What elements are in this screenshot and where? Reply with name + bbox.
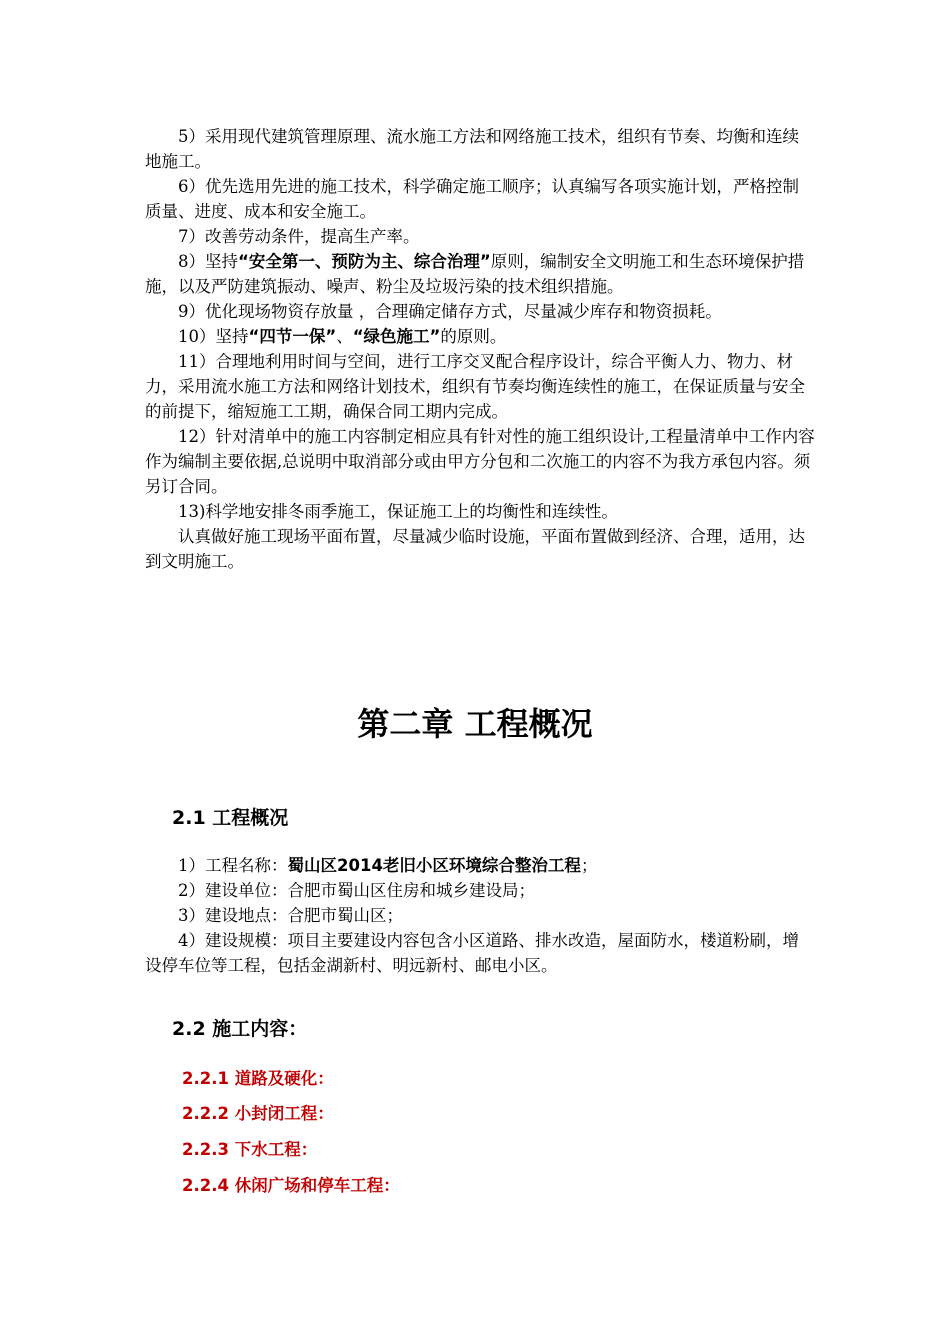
paragraph-10: 10）坚持“四节一保”、“绿色施工”的原则。 [178, 327, 507, 346]
paragraph-site-layout: 认真做好施工现场平面布置，尽量减少临时设施，平面布置做到经济、合理，适用，达到文明施工。 [145, 527, 805, 571]
paragraph-7: 7）改善劳动条件，提高生产率。 [178, 227, 420, 246]
overview-item-name: 1）工程名称：蜀山区2014老旧小区环境综合整治工程； [178, 856, 598, 875]
paragraph-13: 13)科学地安排冬雨季施工，保证施工上的均衡性和连续性。 [178, 502, 618, 521]
paragraph-8: 8）坚持“安全第一、预防为主、综合治理”原则，编制安全文明施工和生态环境保护措施，以及严防建筑振动、噪声、粉尘及垃圾污染的技术组织措施。 [145, 252, 805, 296]
subsection-drainage: 2.2.3 下水工程： [182, 1140, 318, 1159]
four-saves-one-protect: “四节一保” [248, 327, 337, 346]
section-overview-heading: 2.1 工程概况 [172, 807, 289, 829]
safety-motto: “安全第一、预防为主、综合治理” [238, 252, 491, 271]
subsection-enclosure: 2.2.2 小封闭工程： [182, 1104, 334, 1123]
green-construction: “绿色施工” [352, 327, 441, 346]
section-content-heading: 2.2 施工内容： [172, 1018, 308, 1040]
paragraph-5: 5）采用现代建筑管理原理、流水施工方法和网络施工技术，组织有节奏、均衡和连续地施工。 [145, 127, 799, 171]
paragraph-9: 9）优化现场物资存放量 ，合理确定储存方式，尽量减少库存和物资损耗。 [178, 302, 722, 321]
paragraph-11: 11）合理地利用时间与空间，进行工序交叉配合程序设计，综合平衡人力、物力、材力，采用流水施工方法和网络计划技术，组织有节奏均衡连续性的施工，在保证质量与安全的前提下，缩短施工工期，确保合同工期内完成。 [145, 352, 805, 421]
overview-item-scale: 4）建设规模：项目主要建设内容包含小区道路、排水改造，屋面防水，楼道粉刷，增设停车位等工程，包括金湖新村、明远新村、邮电小区。 [145, 931, 799, 975]
project-name: 蜀山区2014老旧小区环境综合整治工程 [287, 856, 581, 875]
subsection-plaza-parking: 2.2.4 休闲广场和停车工程： [182, 1176, 400, 1195]
chapter-title: 第二章 工程概况 [357, 705, 593, 743]
overview-item-location: 3）建设地点：合肥市蜀山区； [178, 906, 403, 925]
overview-list [145, 853, 815, 978]
principles-text [145, 124, 815, 574]
subsection-roads: 2.2.1 道路及硬化： [182, 1069, 334, 1088]
overview-item-owner: 2）建设单位：合肥市蜀山区住房和城乡建设局； [178, 881, 535, 900]
paragraph-6: 6）优先选用先进的施工技术，科学确定施工顺序；认真编写各项实施计划，严格控制质量、进度、成本和安全施工。 [145, 177, 799, 221]
paragraph-12: 12）针对清单中的施工内容制定相应具有针对性的施工组织设计,工程量清单中工作内容作为编制主要依据,总说明中取消部分或由甲方分包和二次施工的内容不为我方承包内容。须另订合同。 [145, 427, 815, 496]
